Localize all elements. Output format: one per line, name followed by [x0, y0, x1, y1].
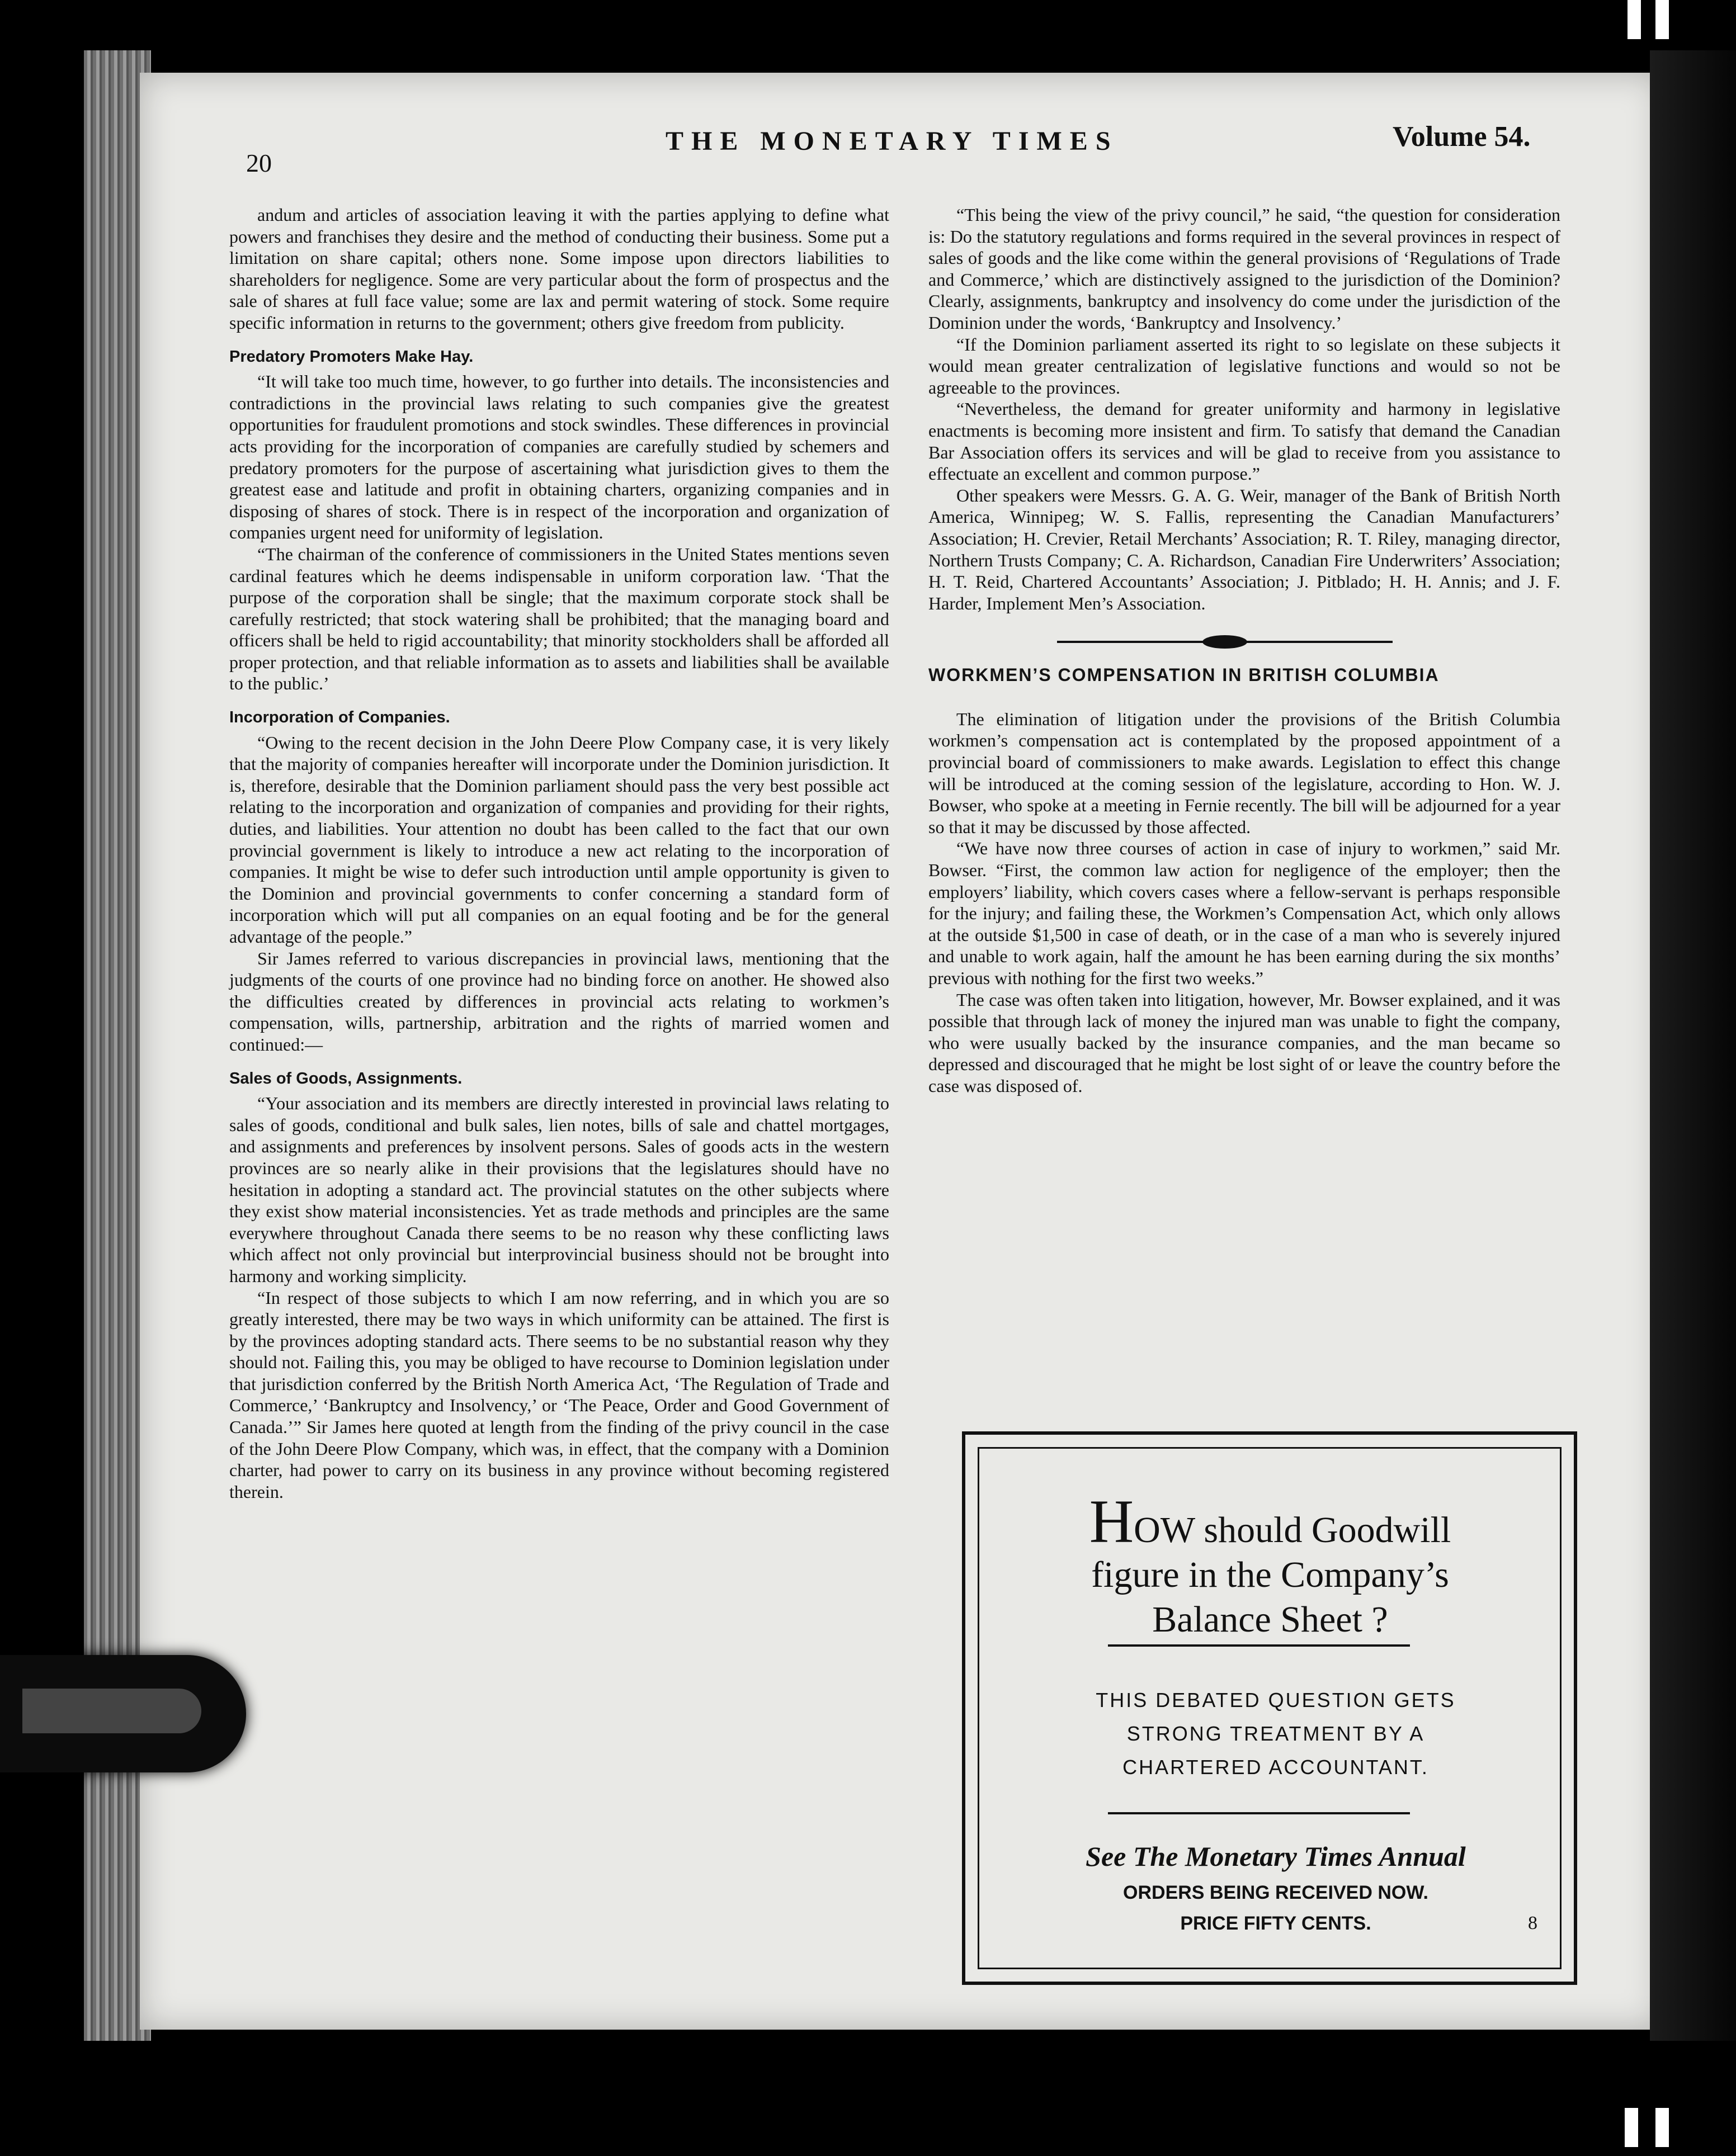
- advert-headline-line1: OW should Goodwill: [1134, 1510, 1451, 1550]
- paragraph: andum and articles of association leaving it with the parties applying to define what powers and franchises they desire and the method of conducting their business. Some put a limitation on share capital; others none. Some impose upon directors liabilities to shareholders for negligence. Some are very particular about the form of prospectus and the sale of shares at full face value; some are lax and permit watering of stock. Some require specific information in returns to the government; others give freedom from publicity.: [229, 205, 889, 333]
- right-column: [928, 204, 1560, 1097]
- film-edge-mark: [1655, 0, 1669, 39]
- advert-price-line: PRICE FIFTY CENTS.: [1180, 1913, 1371, 1934]
- paragraph: “It will take too much time, however, to go further into details. The inconsistencies and contradictions in the provincial laws relating to such companies give the greatest opportunities for fraudulent promotions and stock swindles. These differences in provincial acts providing for the incorporation of companies are carefully studied by schemers and predatory promoters for the purpose of ascertaining what jurisdiction gives to them the greatest ease and latitude and profit in obtaining charters, organizing companies and in disposing of shares of stock. There is in respect of the incorporation and organization of companies urgent need for uniformity of legislation.: [229, 371, 889, 543]
- paragraph: “The chairman of the conference of commissioners in the United States mentions seven cardinal features which he deems indispensable in uniform corporation law. ‘That the purpose of the corporation shall be single; that the maximum corporate stock shall be carefully restricted; that stock watering shall be prohibited; that the managing board and officers shall be held to rigid accountability; that minority stockholders shall be afforded all proper protection, and that reliable information as to assets and liabilities shall be available to the public.’: [229, 543, 889, 694]
- film-edge-mark: [1628, 0, 1641, 39]
- film-edge-mark: [1625, 2108, 1638, 2147]
- advert-headline-initial: H: [1089, 1487, 1134, 1555]
- paragraph: Sir James referred to various discrepancies in provincial laws, mentioning that the judgments of the courts of one province had no binding force on another. He showed also the difficulties created by differences in provincial acts relating to workmen’s compensation, wills, partnership, arbitration and the rights of married women and continued:—: [229, 948, 889, 1055]
- advert-headline-line2: figure in the Company’s: [1091, 1554, 1449, 1595]
- publication-title: THE MONETARY TIMES: [666, 126, 1119, 156]
- advert-rule: [1108, 1644, 1410, 1647]
- page-clip-inner: [22, 1689, 201, 1733]
- page-header: [224, 109, 1538, 177]
- right-column-article: [928, 708, 1560, 1097]
- binding-shadow: [1650, 50, 1736, 2041]
- paragraph: “In respect of those subjects to which I am now referring, and in which you are so greatly interested, there may be two ways in which uniformity can be attained. The first is by the provinces adopting standard acts. There seems to be no substantial reason why they should not. Failing this, you may be obliged to have recourse to Dominion legislation under that jurisdiction conferred by the British North America Act, ‘The Regulation of Trade and Commerce,’ ‘Bankruptcy and Insolvency,’ or ‘The Peace, Order and Good Government of Canada.’” Sir James here quoted at length from the finding of the privy council in the case of the John Deere Plow Company, which was, in effect, that the company with a Dominion charter, had power to carry on its business in any province without becoming registered therein.: [229, 1287, 889, 1502]
- subheading: Incorporation of Companies.: [229, 708, 450, 727]
- right-column-article-continued: [928, 204, 1560, 614]
- page-number: 20: [246, 149, 272, 177]
- advert-rule: [1108, 1812, 1410, 1814]
- advert-code: 8: [1528, 1913, 1537, 1933]
- paragraph: “Your association and its members are directly interested in provincial laws relating to sales of goods, conditional and bulk sales, lien notes, bills of sale and chattel mortgages, and assignments and preferences by insolvent persons. Sales of goods acts in the western provinces are so nearly alike in their provisions that the legislatures should have no hesitation in adopting a standard act. The provincial statutes on the other subjects where they exist show material inconsistencies. Yet as trade methods and principles are the same everywhere throughout Canada there seems to be no reason why these conflicting laws which affect not only provincial but interprovincial business should not be brought into harmony and working simplicity.: [229, 1093, 889, 1286]
- advert-subtext-line: CHARTERED ACCOUNTANT.: [1122, 1756, 1429, 1779]
- film-edge-mark: [1655, 2108, 1669, 2147]
- subheading: Sales of Goods, Assignments.: [229, 1069, 463, 1088]
- page-clip: [0, 1655, 246, 1772]
- paragraph: “This being the view of the privy council,” he said, “the question for consideration is: Do the statutory regulations and forms required in the several provinces in respect of sales of goods and the like come within the general provisions of ‘Regulations of Trade and Commerce,’ which are distinctively assigned to the jurisdiction of the Dominion? Clearly, assignments, bankruptcy and insolvency do come under the jurisdiction of the Dominion under the words, ‘Bankruptcy and Insolvency.’: [928, 205, 1560, 333]
- paragraph: Other speakers were Messrs. G. A. G. Weir, manager of the Bank of British North America, Winnipeg; W. S. Fallis, representing the Canadian Manufacturers’ Association; H. Crevier, Retail Merchants’ Association; R. T. Riley, managing director, Northern Trusts Company; C. A. Richardson, Canadian Fire Underwriters’ Association; H. T. Reid, Chartered Accountants’ Association; J. Pitblado; H. H. Annis; and J. F. Harder, Implement Men’s Association.: [928, 485, 1560, 613]
- section-divider-ornament: [928, 625, 1560, 659]
- divider-ornament: [1202, 635, 1247, 649]
- advert-headline: [1018, 1487, 1522, 1642]
- advertisement-box: [962, 1431, 1577, 1985]
- paragraph: “We have now three courses of action in case of injury to workmen,” said Mr. Bowser. “First, the common law action for negligence of the employer; then the employers’ liability, which covers cases where a fellow-servant is perhaps responsible for the injury; and failing these, the Workmen’s Compensation Act, which only allows at the outside $1,500 in case of death, or in the case of a man who is severely injured and unable to work again, half the amount he has been earning during the six months’ previous with nothing for the first two weeks.”: [928, 838, 1560, 988]
- advert-orders-line: ORDERS BEING RECEIVED NOW.: [1123, 1882, 1428, 1903]
- paragraph: “Nevertheless, the demand for greater uniformity and harmony in legislative enactments is becoming more insistent and firm. To satisfy that demand the Canadian Bar Association offers its services and will be glad to receive from you assistance to effectuate an excellent and common purpose.”: [928, 399, 1560, 484]
- left-column: [229, 204, 889, 1502]
- advert-call-to-action: See The Monetary Times Annual: [1086, 1841, 1466, 1872]
- paragraph: The case was often taken into litigation, however, Mr. Bowser explained, and it was possible that through lack of money the injured man was unable to fight the company, who were usually backed by the insurance companies, and the man became so depressed and discouraged that he might be lost sight of or leave the country before the case was disposed of.: [928, 989, 1560, 1096]
- advert-headline-line3: Balance Sheet ?: [1152, 1599, 1388, 1640]
- advert-subtext: [1035, 1684, 1516, 1784]
- section-title: WORKMEN’S COMPENSATION IN BRITISH COLUMBIA: [928, 665, 1440, 685]
- paragraph: “Owing to the recent decision in the John Deere Plow Company case, it is very likely that the majority of companies hereafter will incorporate under the Dominion jurisdiction. It is, therefore, desirable that the Dominion parliament should pass the very best possible act relating to the incorporation and organization of companies and providing for their rights, duties, and liabilities. Your attention no doubt has been called to the fact that our own provincial government is likely to introduce a new act relating to the incorporation of companies. It might be wise to defer such introduction until ample opportunity is given to the Dominion and provincial governments to confer concerning a standard form of incorporation which will put all companies on an equal footing and be for the general advantage of the people.”: [229, 732, 889, 947]
- paragraph: “If the Dominion parliament asserted its right to so legislate on these subjects it would mean greater centralization of legislative functions and would so not be agreeable to the provinces.: [928, 334, 1560, 398]
- volume-label: Volume 54.: [1393, 121, 1531, 153]
- paragraph: The elimination of litigation under the provisions of the British Columbia workmen’s compensation act is contemplated by the proposed appointment of a provincial board of commissioners to make awards. Legislation to effect this change will be introduced at the coming session of the legislature, according to Hon. W. J. Bowser, who spoke at a meeting in Fernie recently. The bill will be adjourned for a year so that it may be discussed by those affected.: [928, 708, 1560, 837]
- subheading: Predatory Promoters Make Hay.: [229, 347, 474, 366]
- advertisement-inner-border: [978, 1447, 1562, 1969]
- advert-subtext-line: STRONG TREATMENT BY A: [1126, 1722, 1425, 1745]
- advert-subtext-line: THIS DEBATED QUESTION GETS: [1096, 1689, 1456, 1711]
